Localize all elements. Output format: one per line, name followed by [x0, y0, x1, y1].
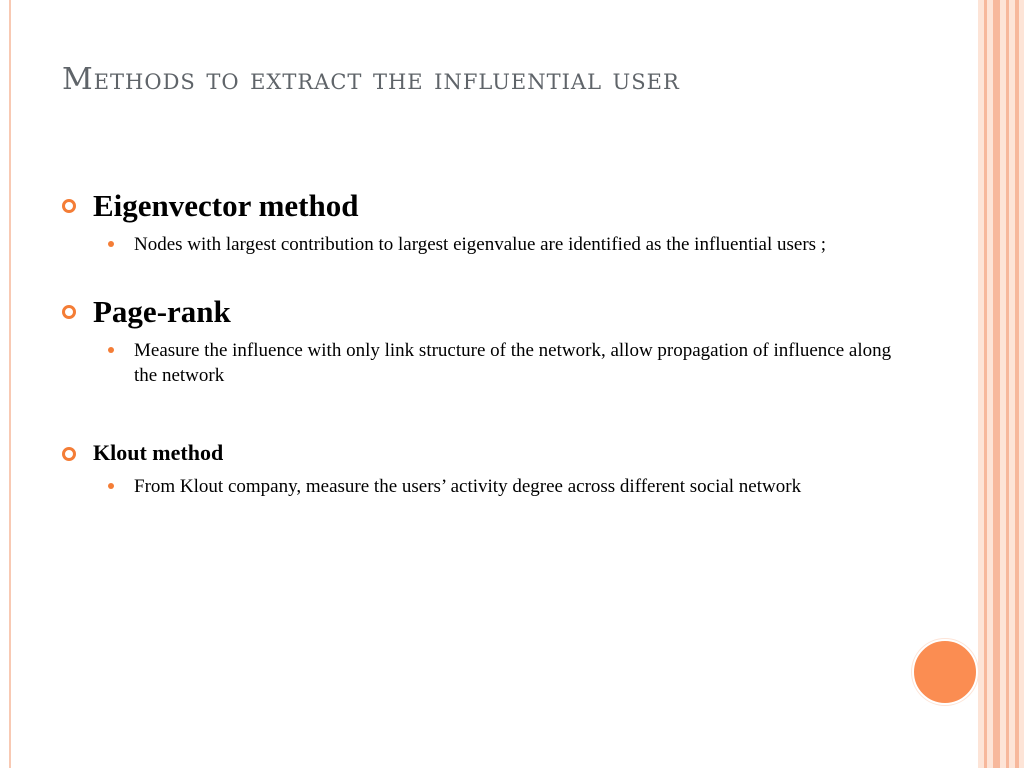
sub-bullet-text: From Klout company, measure the users’ activity degree across different social network: [134, 476, 802, 497]
right-stripe: [993, 0, 1000, 768]
sub-bullet: [134, 232, 912, 257]
ring-bullet-icon: [62, 447, 76, 461]
slide-title: Methods to extract the influential user: [62, 62, 680, 97]
right-stripe: [1015, 0, 1019, 768]
bullet-list: [62, 186, 912, 499]
bullet-heading: Klout method: [93, 440, 224, 465]
orange-circle-decoration: [912, 639, 978, 705]
dot-bullet-icon: [108, 241, 114, 247]
dot-bullet-icon: [108, 483, 114, 489]
sub-bullet-text: Nodes with largest contribution to largest eigenvalue are identified as the influential users ;: [134, 234, 827, 255]
right-stripe: [984, 0, 987, 768]
sub-bullet: [134, 474, 912, 499]
left-frame-line: [9, 0, 11, 768]
bullet-heading: Eigenvector method: [93, 188, 359, 223]
bullet-heading: Page-rank: [93, 294, 231, 329]
bullet-item-page-rank: [62, 292, 912, 388]
right-stripe: [1006, 0, 1009, 768]
ring-bullet-icon: [62, 305, 76, 319]
ring-bullet-icon: [62, 199, 76, 213]
dot-bullet-icon: [108, 347, 114, 353]
bullet-item-eigenvector: [62, 186, 912, 257]
sub-bullet-text: Measure the influence with only link structure of the network, allow propagation of influence along the network: [134, 340, 892, 386]
bullet-item-klout: [62, 438, 912, 499]
sub-bullet: [134, 338, 912, 388]
